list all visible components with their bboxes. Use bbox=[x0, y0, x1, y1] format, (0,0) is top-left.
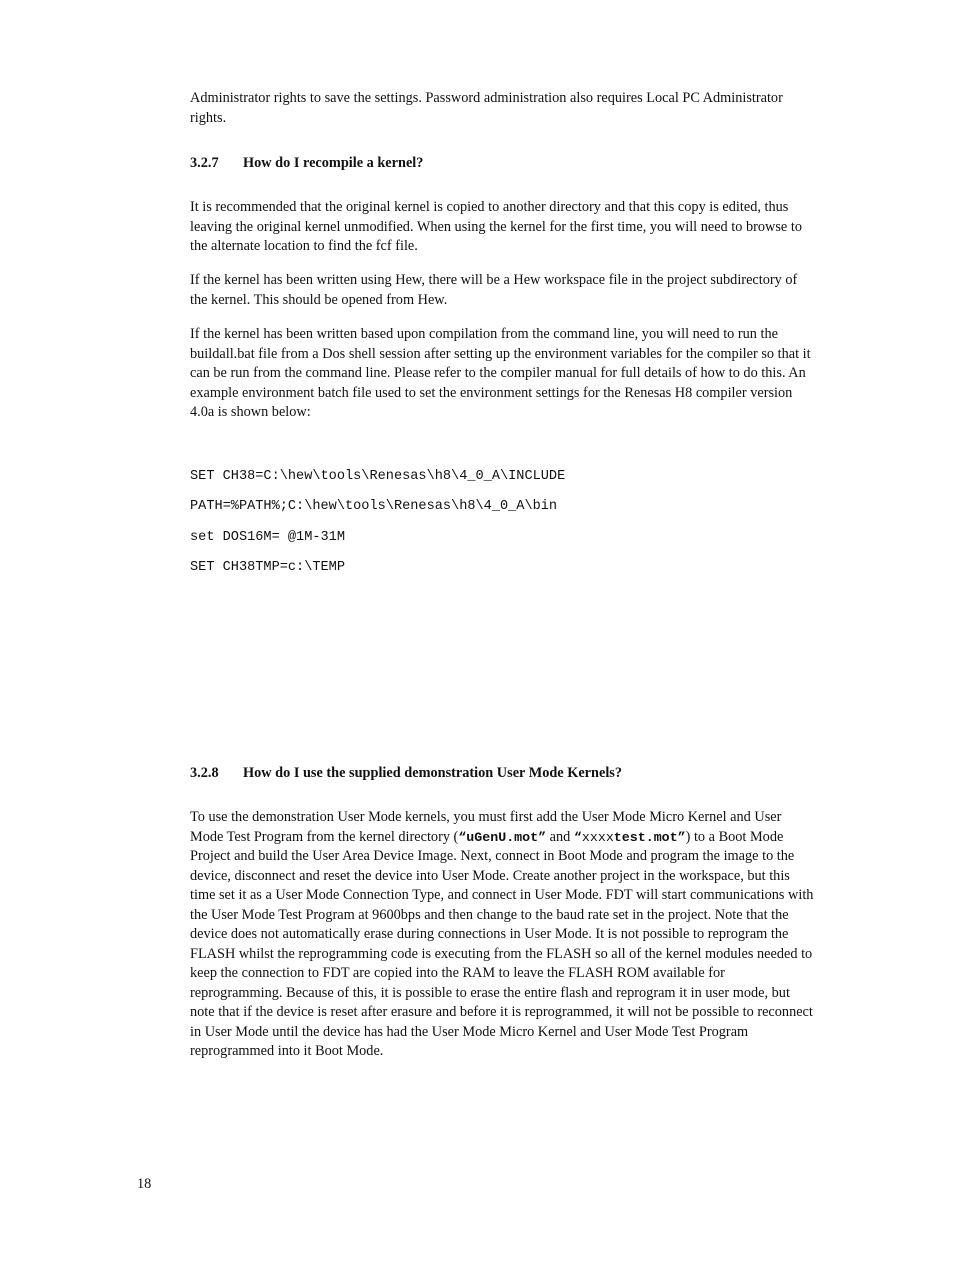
section-title: How do I recompile a kernel? bbox=[243, 155, 424, 171]
filename-test-suffix: test.mot” bbox=[613, 829, 686, 845]
filename-test-open-quote: “ bbox=[573, 829, 582, 845]
code-line-path: PATH=%PATH%;C:\hew\tools\Renesas\h8\4_0_A\bin bbox=[190, 499, 558, 514]
recompile-paragraph-3: If the kernel has been written based upon compilation from the command line, you will need to run the buildall.bat file from a Dos shell session after setting up the environment variables for the compiler so that it can be run from the command line. Please refer to the compiler manual for full details of how to do this. An example environment batch file used to set the environment settings for the Renesas H8 compiler version 4.0a is shown below: bbox=[190, 326, 811, 420]
filename-ugenu: “uGenU.mot” bbox=[458, 829, 547, 845]
page-number: 18 bbox=[137, 1176, 152, 1192]
section-title: How do I use the supplied demonstration User Mode Kernels? bbox=[243, 765, 623, 781]
section-number: 3.2.7 bbox=[190, 155, 219, 171]
recompile-paragraph-2: If the kernel has been written using Hew, there will be a Hew workspace file in the project subdirectory of the kernel. This should be opened from Hew. bbox=[190, 272, 798, 308]
section-heading-3-2-7 bbox=[190, 154, 423, 174]
recompile-paragraph-1: It is recommended that the original kernel is copied to another directory and that this copy is edited, thus leaving the original kernel unmodified. When using the kernel for the first time, you will need to browse to the alternate location to find the fcf file. bbox=[190, 199, 802, 254]
paragraph-text-start: To use the demonstration User Mode kernels, you must first add the User Mode Micro Kernel and User Mode Test Program from the kernel directory ( bbox=[190, 809, 782, 845]
section-number: 3.2.8 bbox=[190, 765, 219, 781]
code-line-ch38: SET CH38=C:\hew\tools\Renesas\h8\4_0_A\INCLUDE bbox=[190, 469, 566, 484]
user-mode-kernels-paragraph bbox=[190, 808, 818, 1062]
intro-continuation-paragraph: Administrator rights to save the settings. Password administration also requires Local PC Administrator rights. bbox=[190, 90, 783, 126]
section-heading-3-2-8 bbox=[190, 764, 622, 784]
filename-test-prefix: xxxx bbox=[581, 829, 614, 845]
paragraph-text-rest: ) to a Boot Mode Project and build the User Area Device Image. Next, connect in Boot Mode and program the image to the device, disconnect and reset the device into User Mode. Create another project in the workspace, but this time set it as a User Mode Connection Type, and connect in User Mode. FDT will start communications with the User Mode Test Program at 9600bps and then change to the baud rate set in the project. Note that the device does not automatically erase during connections in User Mode. It is not possible to reprogram the FLASH whilst the reprogramming code is executing from the FLASH so all of the kernel modules needed to keep the connection to FDT are copied into the RAM to leave the FLASH ROM available for reprogramming. Because of this, it is possible to erase the entire flash and reprogram it in user mode, but note that if the device is reset after erasure and before it is reprogrammed, it will not be possible to reconnect in User Mode until the device has had the User Mode Micro Kernel and User Mode Test Program reprogrammed into it Boot Mode. bbox=[190, 828, 814, 1059]
code-line-dos16m: set DOS16M= @1M-31M bbox=[190, 530, 345, 545]
paragraph-text-and: and bbox=[546, 828, 574, 845]
code-line-ch38tmp: SET CH38TMP=c:\TEMP bbox=[190, 560, 345, 575]
